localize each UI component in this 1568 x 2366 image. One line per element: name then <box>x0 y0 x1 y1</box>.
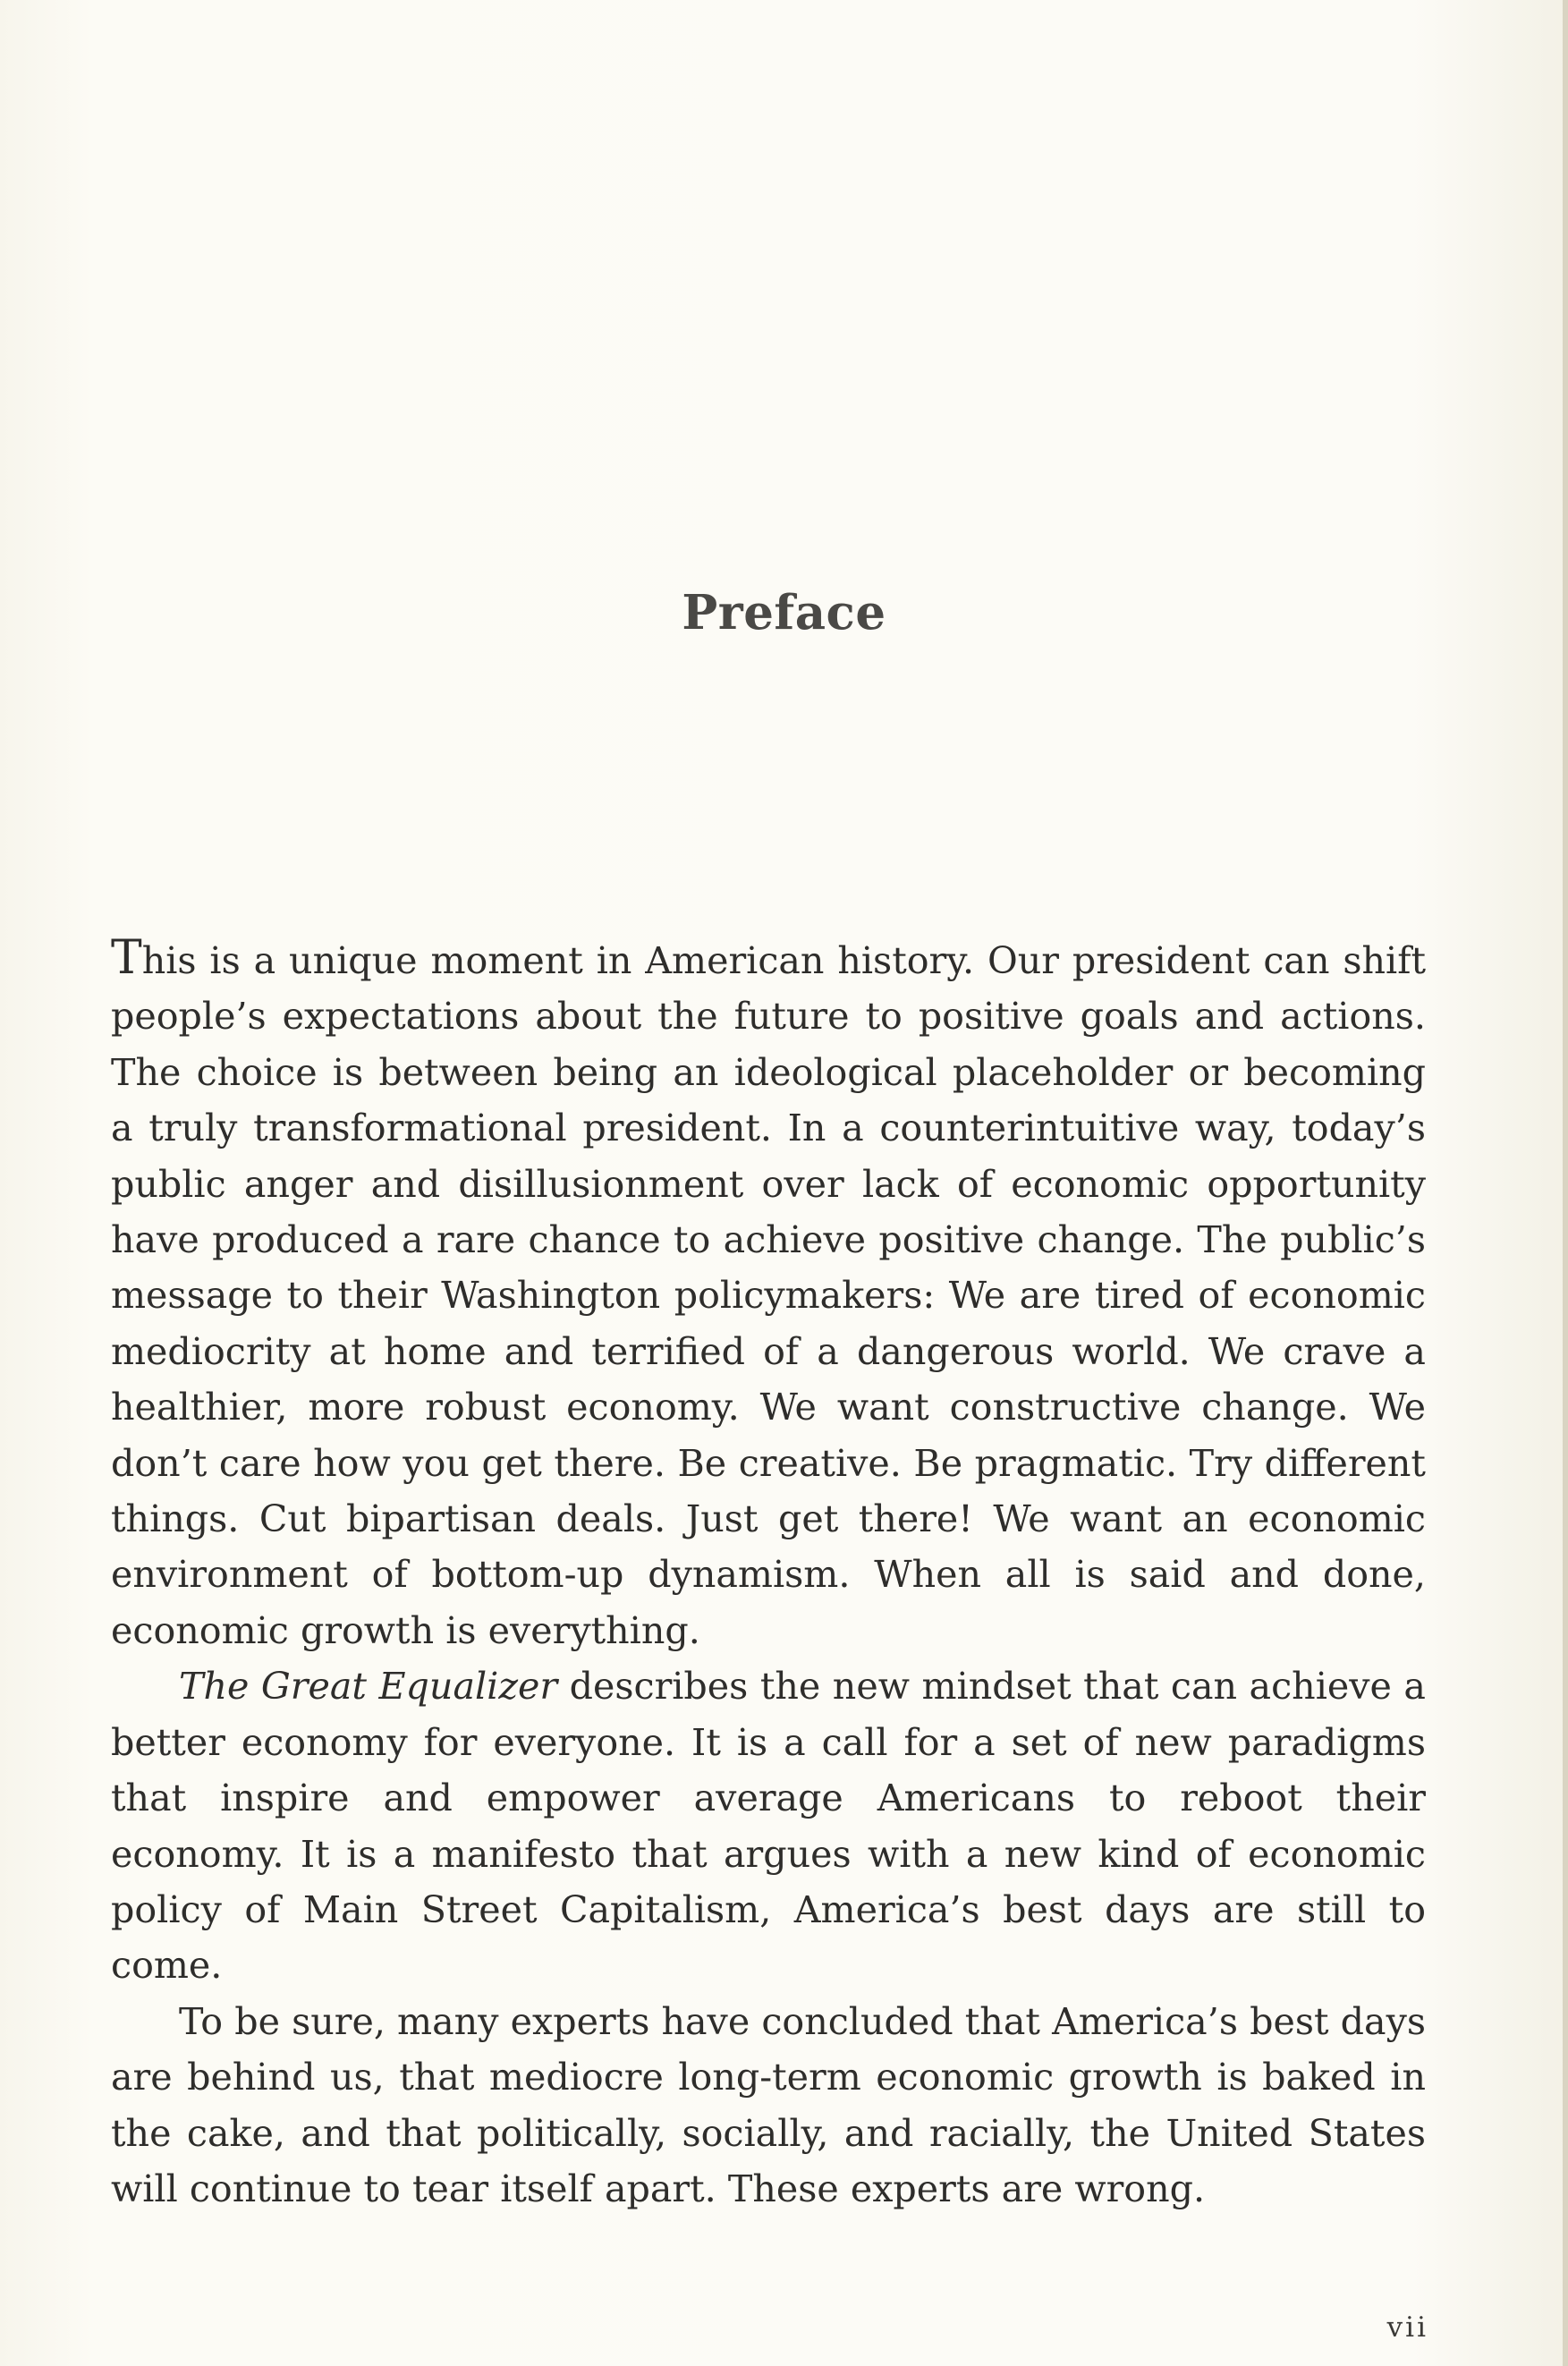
page-edge <box>1563 0 1568 2366</box>
paragraph-1 <box>111 930 1426 1658</box>
book-title: The Great Equalizer <box>179 1665 558 1709</box>
paragraph-2-text: describes the new mindset that can achieve a better economy for everyone. It is a call for a set of new paradigms that inspire and empower average Americans to reboot their economy. It is a manifesto that argues with a new kind of economic policy of Main Street Capitalism, America’s best days are still to come. <box>111 1665 1426 1988</box>
paragraph-1-initial: T <box>111 931 142 985</box>
paragraph-3: To be sure, many experts have concluded that America’s best days are behind us, that mediocre long-term economic growth is baked in the cake, and that politically, socially, and racially, the United States will continue to tear itself apart. These experts are wrong. <box>111 1999 1426 2210</box>
page-title: Preface <box>682 584 886 640</box>
paragraph-1-text: his is a unique moment in American history. Our president can shift people’s expectations about the future to positive goals and actions. The choice is between being an ideological placeholder or becoming a truly transformational president. In a counterintuitive way, today’s public anger and disillusionment over lack of economic opportunity have produced a rare chance to achieve positive change. The public’s message to their Washington policymakers: We are tired of economic mediocrity at home and terrified of a dangerous world. We crave a healthier, more robust economy. We want constructive change. We don’t care how you get there. Be creative. Be pragmatic. Try different things. Cut bipartisan deals. Just get there! We want an economic environment of bottom-up dynamism. When all is said and done, economic growth is everything. <box>111 939 1426 1652</box>
page-number: vii <box>1386 2311 1428 2344</box>
preface-body <box>111 930 1426 2217</box>
paragraph-2 <box>111 1658 1426 1993</box>
